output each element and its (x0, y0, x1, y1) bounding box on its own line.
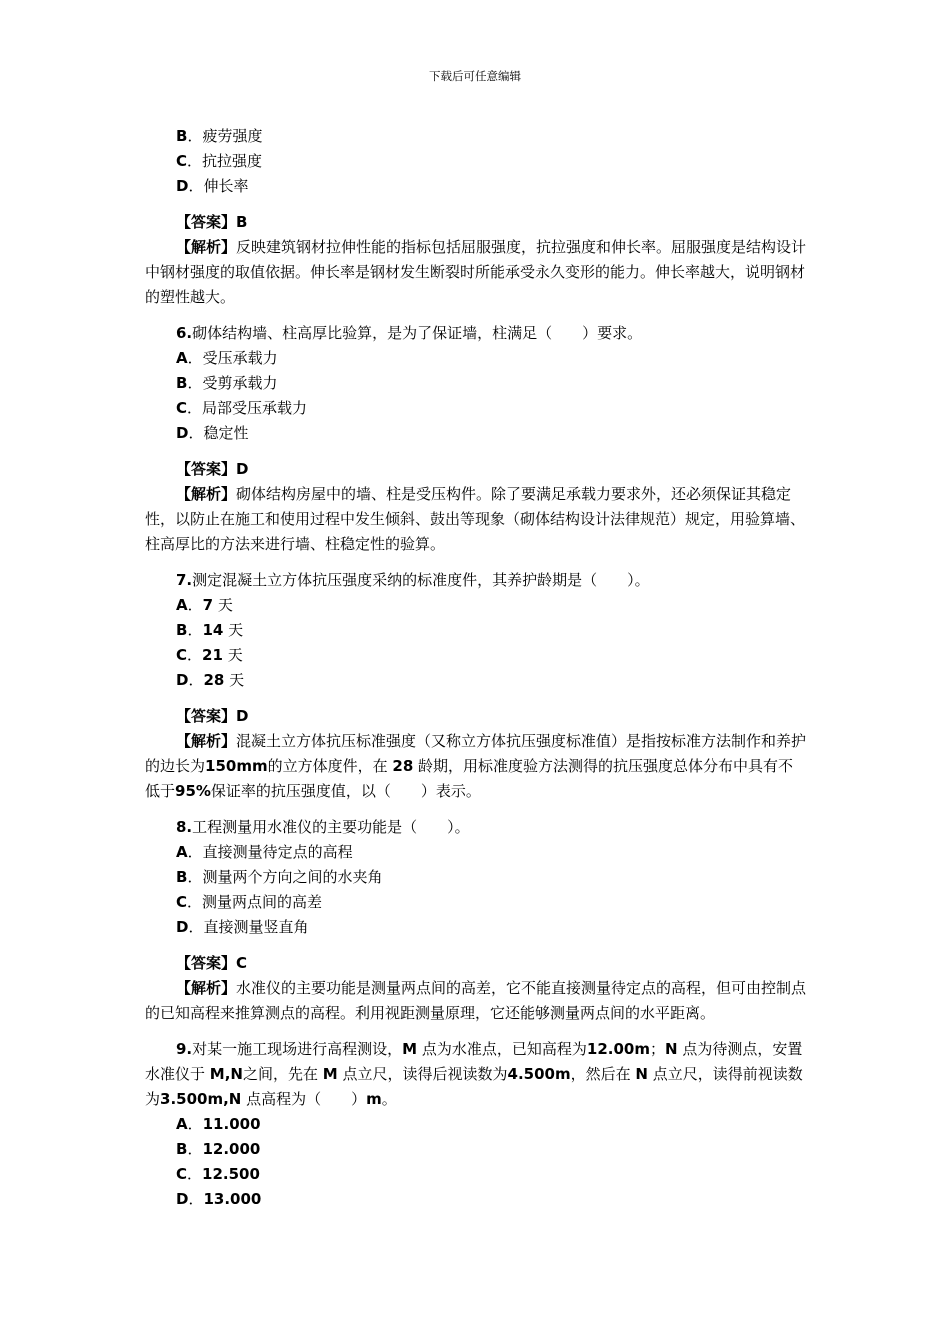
option-a: A．受压承载力 (176, 349, 278, 367)
option-c: C．抗拉强度 (176, 152, 263, 170)
answer-8: 【答案】C (176, 954, 248, 972)
page-header: 下载后可任意编辑 (429, 69, 521, 83)
option-b: B．受剪承载力 (176, 374, 278, 392)
option-c: C．测量两点间的高差 (176, 893, 323, 911)
option-a: A．直接测量待定点的高程 (176, 843, 353, 861)
option-d: D．28 天 (176, 671, 245, 689)
option-b: B．12.000 (176, 1140, 261, 1158)
option-c: C．局部受压承载力 (176, 399, 308, 417)
option-a: A．7 天 (176, 596, 233, 614)
option-b: B．14 天 (176, 621, 244, 639)
document-body (145, 124, 807, 1212)
option-c: C．12.500 (176, 1165, 260, 1183)
option-d: D．直接测量竖直角 (176, 918, 309, 936)
option-d: D．稳定性 (176, 424, 249, 442)
answer-6: 【答案】D (176, 460, 249, 478)
option-a: A．11.000 (176, 1115, 261, 1133)
question-7-stem: 7.测定混凝土立方体抗压强度采纳的标准度件，其养护龄期是（ ）。 (176, 571, 650, 589)
analysis-5: 【解析】反映建筑钢材拉伸性能的指标包括屈服强度，抗拉强度和伸长率。屈服强度是结构设计中钢材强度的取值依据。伸长率是钢材发生断裂时所能承受永久变形的能力。伸长率越大，说明钢材的塑性越大。 (145, 238, 807, 306)
analysis-8: 【解析】水准仪的主要功能是测量两点间的高差，它不能直接测量待定点的高程，但可由控制点的已知高程来推算测点的高程。利用视距测量原理，它还能够测量两点间的水平距离。 (145, 979, 807, 1022)
question-8-stem: 8.工程测量用水准仪的主要功能是（ ）。 (176, 818, 470, 836)
question-9-stem: 9.对某一施工现场进行高程测设，M 点为水准点，已知高程为12.00m；N 点为待测点，安置水准仪于 M,N之间，先在 M 点立尺，读得后视读数为4.500m，然后在 N 点立尺，读得前视读数为3.500m,N 点高程为（ ）m。 (145, 1040, 803, 1108)
option-d: D．伸长率 (176, 177, 249, 195)
answer-5: 【答案】B (176, 213, 248, 231)
option-c: C．21 天 (176, 646, 243, 664)
analysis-7: 【解析】混凝土立方体抗压标准强度（又称立方体抗压强度标准值）是指按标准方法制作和养护的边长为150mm的立方体度件，在 28 龄期，用标准度验方法测得的抗压强度总体分布中具有不低于95%保证率的抗压强度值，以（ ）表示。 (145, 732, 807, 800)
answer-7: 【答案】D (176, 707, 249, 725)
option-b: B．测量两个方向之间的水夹角 (176, 868, 383, 886)
question-6-stem: 6.砌体结构墙、柱高厚比验算，是为了保证墙，柱满足（ ）要求。 (176, 324, 643, 342)
option-d: D．13.000 (176, 1190, 262, 1208)
question-5-options (145, 124, 807, 199)
option-b: B．疲劳强度 (176, 127, 263, 145)
analysis-6: 【解析】砌体结构房屋中的墙、柱是受压构件。除了要满足承载力要求外，还必须保证其稳定性，以防止在施工和使用过程中发生倾斜、鼓出等现象（砌体结构设计法律规范）规定，用验算墙、柱高厚比的方法来进行墙、柱稳定性的验算。 (145, 485, 806, 553)
